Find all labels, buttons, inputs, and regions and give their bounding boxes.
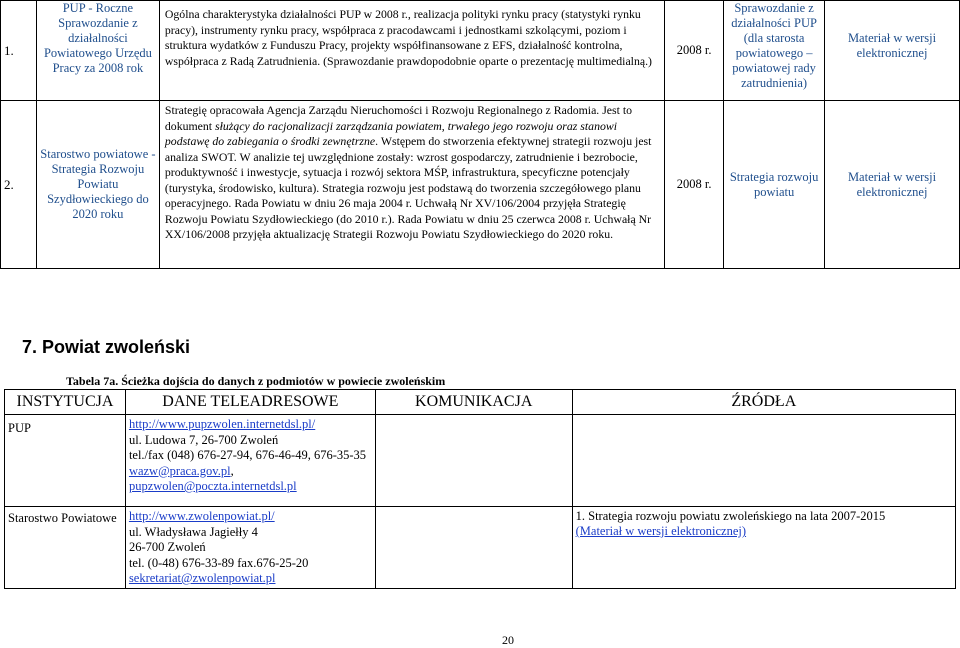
document-year: 2008 r. [665, 101, 724, 269]
header-institution: INSTYTUCJA [5, 390, 126, 415]
desc-swot: . Wstępem do stworzenia efektywnej strategii rozwoju jest analiza SWOT. W analizie tej uwzględnione zostały: wzrost gospodarczy, zatrudnienie i bezrobocie, produktywność i inwestycje, sytuacja i rozwój sektora MŚP, infrastruktura, specyficzne potencjały (turystyka, środowisko, kultura). Strategia rozwoju jest podstawą do tworzenia szczegółowego planu operacyjnego. [164, 134, 652, 210]
document-form: Materiał w wersji elektronicznej [825, 1, 960, 101]
website-link[interactable]: http://www.zwolenpowiat.pl/ [128, 509, 275, 523]
table-row [1, 101, 960, 269]
communication-cell [375, 507, 572, 589]
document-description [159, 101, 664, 269]
institution-name: Starostwo Powiatowe [5, 507, 126, 589]
header-communication: KOMUNIKACJA [375, 390, 572, 415]
institution-name: PUP [5, 415, 126, 507]
desc-author: Strategię opracowała Agencja Zarządu Nieruchomości i Rozwoju Regionalnego z Radomia. [164, 103, 600, 117]
sources-cell [572, 507, 955, 589]
email-link[interactable]: pupzwolen@poczta.internetdsl.pl [128, 479, 297, 493]
source-item: 1. Strategia rozwoju powiatu zwoleńskiego na lata 2007-2015 [575, 509, 886, 523]
source-link[interactable]: (Materiał w wersji elektronicznej) [575, 524, 747, 538]
address: ul. Ludowa 7, 26-700 Zwoleń [128, 432, 279, 447]
desc-resolution-2008: Rada Powiatu w dniu 25 czerwca 2008 r. Uchwałą Nr XX/106/2008 przyjęła aktualizację Strategii Rozwoju Powiatu Szydłowieckiego do 2020 roku. [164, 211, 652, 241]
document-description: Ogólna charakterystyka działalności PUP w 2008 r., realizacja polityki rynku pracy (statystyki rynku pracy), instrumenty rynku pracy, współpraca z pracodawcami i jednostkami szkolącymi, poziom i struktura wydatków z Funduszu Pracy, projekty współfinansowane z EFS, działalność kontrolna, współpraca z Radą Zatrudnienia. (Sprawozdanie prawdopodobnie oparte o prezentację multimedialną.) [159, 1, 664, 101]
address: ul. Władysława Jagiełły 4 [128, 524, 258, 539]
desc-resolution-2004: Rada Powiatu w dniu 26 maja 2004 r. Uchwałą Nr XV/106/2004 przyjęła Strategię Rozwoju Powiatu Szydłowieckiego (do 2010 r.). [164, 196, 626, 226]
desc-purpose: służący do racjonalizacji zarządzania powiatem, trwałego jego rozwoju oraz stanowi podstawę do zabiegania o środki zewnętrzne [164, 118, 618, 148]
document-form: Materiał w wersji elektronicznej [825, 101, 960, 269]
contacts-table [4, 389, 956, 589]
table-caption: Tabela 7a. Ścieżka dojścia do danych z podmiotów w powiecie zwoleńskim [66, 374, 446, 388]
document-type: Strategia rozwoju powiatu [724, 101, 825, 269]
city: 26-700 Zwoleń [128, 540, 206, 554]
header-contact-data: DANE TELEADRESOWE [125, 390, 375, 415]
email-link[interactable]: sekretariat@zwolenpowiat.pl [128, 571, 276, 585]
header-sources: ŹRÓDŁA [572, 390, 955, 415]
contact-details: http://www.pupzwolen.internetdsl.pl/ ul. Ludowa 7, 26-700 Zwoleń tel./fax (048) 676-27-94, 676-46-49, 676-35-35 wazw@praca.gov.pl, pupzwolen@poczta.internetdsl.pl [125, 415, 375, 507]
contact-details [125, 507, 375, 589]
row-number: 2. [1, 101, 37, 269]
phone: tel. (0-48) 676-33-89 fax.676-25-20 [128, 555, 309, 570]
row-number: 1. [1, 1, 37, 101]
communication-cell [375, 415, 572, 507]
section-title: 7. Powiat zwoleński [22, 337, 191, 357]
page-number: 20 [502, 633, 514, 647]
website-link[interactable]: http://www.pupzwolen.internetdsl.pl/ [128, 417, 316, 431]
document-type: Sprawozdanie z działalności PUP (dla starosta powiatowego – powiatowej rady zatrudnienia) [724, 1, 825, 101]
phone: tel./fax (048) 676-27-94, 676-46-49, 676-35-35 [128, 448, 367, 462]
document-title: Starostwo powiatowe - Strategia Rozwoju Powiatu Szydłowieckiego do 2020 roku [36, 101, 159, 269]
sources-cell [572, 415, 955, 507]
email-link[interactable]: wazw@praca.gov.pl [128, 463, 231, 478]
header-row [5, 390, 956, 415]
desc-intro: Jest to dokument [164, 103, 633, 133]
table-row [5, 415, 956, 507]
table-row [1, 1, 960, 101]
document-year: 2008 r. [665, 1, 724, 101]
table-row [5, 507, 956, 589]
top-table [0, 0, 960, 269]
document-title: PUP - Roczne Sprawozdanie z działalności Powiatowego Urzędu Pracy za 2008 rok [36, 1, 159, 101]
